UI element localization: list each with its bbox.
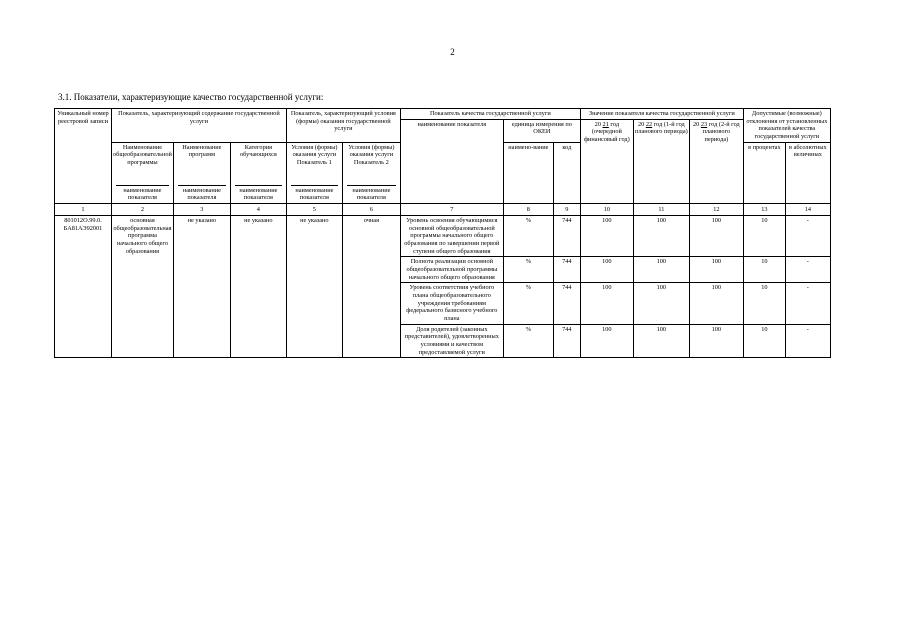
header-allowed-deviation: Допустимые (возможные) отклонения от установленных показателей качества государственной услуги [743, 109, 830, 143]
year-2-caption: год (1-й год планового периода) [634, 120, 688, 136]
year-1-number: 21 [602, 120, 609, 128]
student-category-label: Категория обучающихся [239, 143, 277, 159]
year-3-caption: год (2-й год планового периода) [702, 120, 740, 144]
deviation-absolute-cell: - [785, 283, 830, 324]
header-program-name [112, 142, 174, 203]
header-year-1 [580, 119, 633, 203]
indicator-name-cell: Уровень освоения обучающимися основной общеобразовательной программы начального общего образования по завершении первой ступени общего образования [400, 216, 503, 257]
indicator-name-cell: Полнота реализации основной общеобразовательной программы начального общего образования [400, 257, 503, 283]
program-name-label: Наименование общеобразовательной программы [113, 143, 172, 167]
value-year-3-cell: 100 [689, 216, 743, 257]
header-unit-okei: единица измерения по ОКЕИ [503, 119, 580, 142]
header-condition-1 [286, 142, 342, 203]
col-number: 14 [785, 204, 830, 216]
value-year-1-cell: 100 [580, 324, 633, 358]
deviation-percent-cell: 10 [743, 324, 785, 358]
year-1-prefix: 20 [594, 120, 601, 128]
unit-cell: % [503, 324, 553, 358]
header-indicator-name: наименование показателя [400, 119, 503, 203]
section-title: 3.1. Показатели, характеризующие качество государственной услуги: [58, 92, 324, 102]
signature-caption: наименование показателя [116, 185, 169, 202]
data-row [55, 216, 831, 257]
header-student-category [230, 142, 286, 203]
col-number: 12 [689, 204, 743, 216]
indicator-name-cell: Доля родителей (законных представителей), удовлетворенных условиями и качеством предоставляемой услуги [400, 324, 503, 358]
signature-caption: наименование показателя [347, 185, 396, 202]
year-2-number: 22 [645, 120, 653, 128]
condition-1-cell: не указано [286, 216, 342, 358]
category-cell: не указано [230, 216, 286, 358]
col-number: 8 [503, 204, 553, 216]
col-number: 1 [55, 204, 112, 216]
code-cell: 744 [553, 257, 580, 283]
header-condition-2 [342, 142, 400, 203]
value-year-1-cell: 100 [580, 216, 633, 257]
condition-1-label: Условия (формы) оказания услуги Показатель 1 [291, 143, 338, 167]
header-programs [173, 142, 230, 203]
program-cell: основная общеобразовательная программа начального общего образования [112, 216, 174, 358]
signature-caption: наименование показателя [178, 185, 226, 202]
indicator-name-cell: Уровень соответствия учебного плана общеобразовательного учреждения требованиям федерального базисного учебного плана [400, 283, 503, 324]
value-year-1-cell: 100 [580, 283, 633, 324]
header-deviation-percent: в процентах [743, 142, 785, 203]
header-quality-value: Значение показателя качества государственной услуги [580, 109, 743, 120]
reg-number-cell: 801012О.99.0. БА81АЭ92001 [55, 216, 112, 358]
header-deviation-absolute: в абсолютных величинах [785, 142, 830, 203]
col-number: 13 [743, 204, 785, 216]
signature-caption: наименование показателя [235, 185, 282, 202]
col-number: 3 [173, 204, 230, 216]
col-number: 5 [286, 204, 342, 216]
value-year-3-cell: 100 [689, 283, 743, 324]
deviation-absolute-cell: - [785, 257, 830, 283]
value-year-2-cell: 100 [633, 216, 689, 257]
deviation-absolute-cell: - [785, 216, 830, 257]
col-number: 7 [400, 204, 503, 216]
signature-caption: наименование показателя [291, 185, 338, 202]
col-number: 6 [342, 204, 400, 216]
col-number: 9 [553, 204, 580, 216]
condition-2-label: Условия (формы) оказания услуги Показатель 2 [348, 143, 395, 167]
year-3-number: 23 [700, 120, 708, 128]
header-quality-indicator: Показатель качества государственной услуги [400, 109, 580, 120]
value-year-2-cell: 100 [633, 257, 689, 283]
header-condition-indicator: Показатель, характеризующий условия (формы) оказания государственной услуги [286, 109, 400, 143]
col-number: 4 [230, 204, 286, 216]
code-cell: 744 [553, 283, 580, 324]
unit-cell: % [503, 283, 553, 324]
header-year-2 [633, 119, 689, 203]
column-numbers-row [55, 204, 831, 216]
unit-cell: % [503, 257, 553, 283]
year-1-caption: год (очередной финансовый год) [583, 120, 630, 144]
header-year-3 [689, 119, 743, 203]
col-number: 10 [580, 204, 633, 216]
quality-indicators-table [54, 108, 831, 358]
condition-2-cell: очная [342, 216, 400, 358]
col-number: 11 [633, 204, 689, 216]
value-year-2-cell: 100 [633, 283, 689, 324]
header-content-indicator: Показатель, характеризующий содержание государственной услуги [112, 109, 287, 143]
header-unit-code: код [553, 142, 580, 203]
code-cell: 744 [553, 216, 580, 257]
value-year-2-cell: 100 [633, 324, 689, 358]
code-cell: 744 [553, 324, 580, 358]
deviation-percent-cell: 10 [743, 283, 785, 324]
deviation-percent-cell: 10 [743, 257, 785, 283]
header-unit-name: наимено-вание [503, 142, 553, 203]
col-number: 2 [112, 204, 174, 216]
year-3-prefix: 20 [692, 120, 700, 128]
value-year-3-cell: 100 [689, 257, 743, 283]
unit-cell: % [503, 216, 553, 257]
year-2-prefix: 20 [637, 120, 645, 128]
deviation-absolute-cell: - [785, 324, 830, 358]
programs-cell: не указано [173, 216, 230, 358]
header-reg-number: Уникальный номер реестровой записи [55, 109, 112, 204]
deviation-percent-cell: 10 [743, 216, 785, 257]
page-number: 2 [450, 47, 455, 57]
value-year-1-cell: 100 [580, 257, 633, 283]
value-year-3-cell: 100 [689, 324, 743, 358]
programs-label: Наименование программ [182, 143, 222, 159]
header-row-1 [55, 109, 831, 120]
